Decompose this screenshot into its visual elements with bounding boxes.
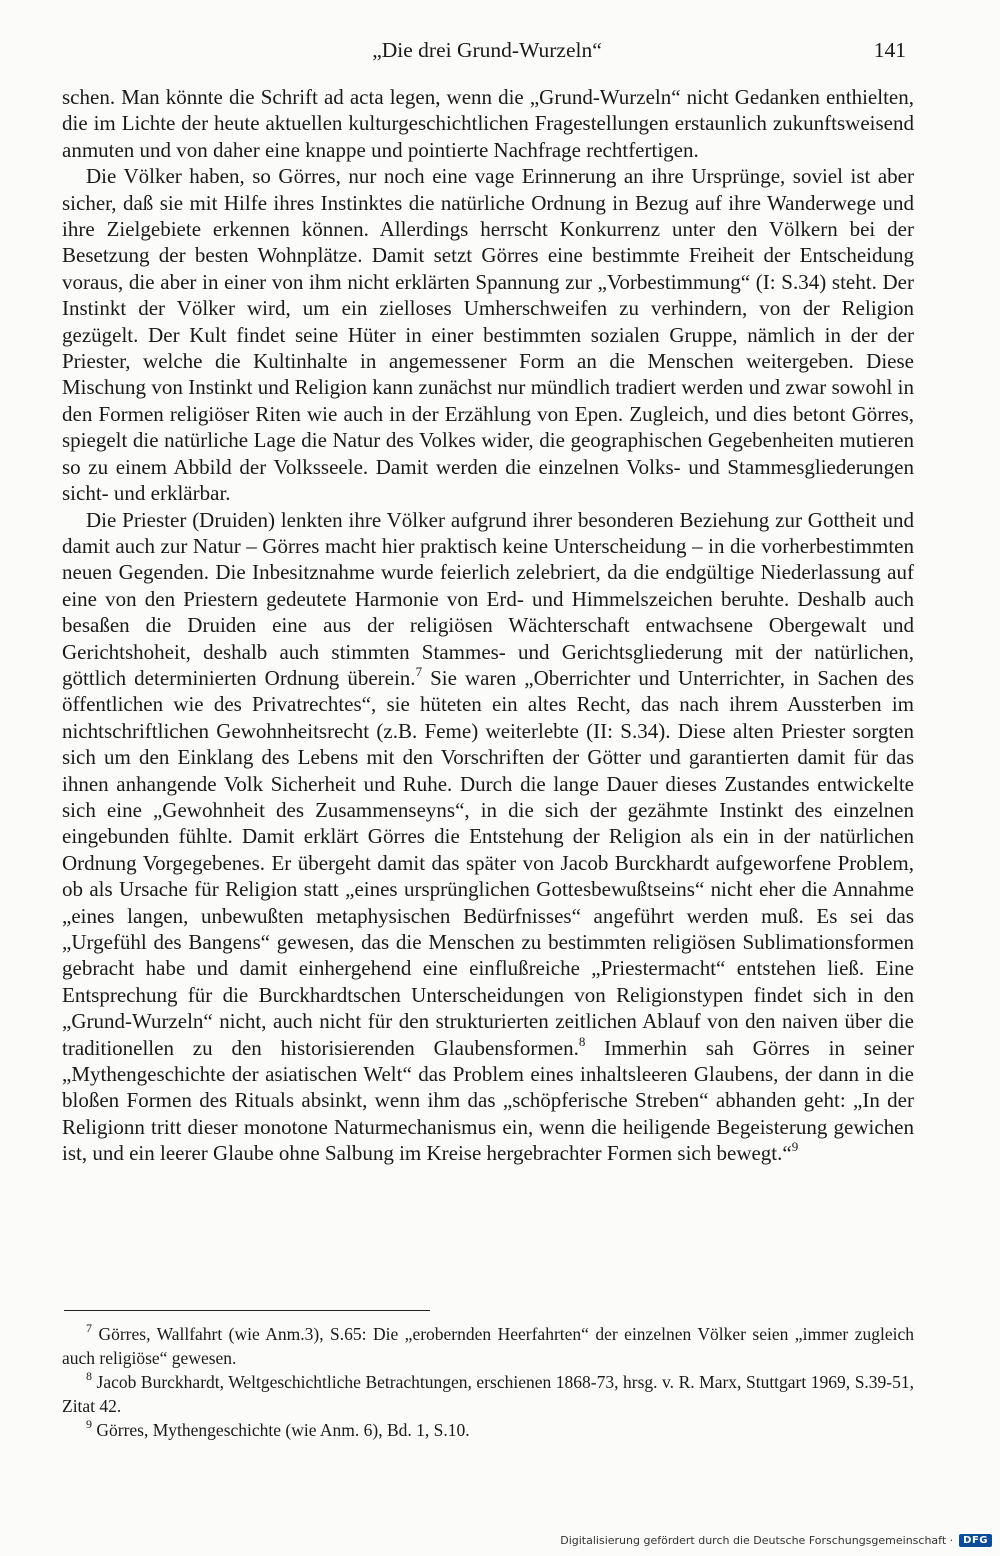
dfg-logo-icon: DFG [959,1534,992,1547]
footnote-7 [62,1322,914,1370]
footnote-text: Görres, Wallfahrt (wie Anm.3), S.65: Die „erobernden Heerfahrten“ der einzelnen Völker seien „immer zugleich auch religiöse“ gewesen. [62,1324,914,1368]
paragraph-3 [62,507,914,1167]
body-text [62,84,914,1167]
footnote-ref-9[interactable]: 9 [791,1139,799,1155]
footnote-8 [62,1370,914,1418]
paragraph-2: Die Völker haben, so Görres, nur noch eine vage Erinnerung an ihre Ursprünge, soviel ist aber sicher, daß sie mit Hilfe ihres Instinktes die natürliche Ordnung in Bezug auf ihre Wanderwege und ihre Zielgebiete erkennen können. Allerdings herrscht Konkurrenz unter den Völkern bei der Besetzung der besten Wohnplätze. Damit setzt Görres eine bestimmte Freiheit der Entscheidung voraus, die aber in einer von ihm nicht erklärten Spannung zur „Vorbestimmung“ (I: S.34) steht. Der Instinkt der Völker wird, um ein zielloses Umherschweifen zu verhindern, von der Religion gezügelt. Der Kult findet seine Hüter in einer bestimmten sozialen Gruppe, nämlich in der der Priester, welche die Kultinhalte in angemessener Form an die Menschen weitergeben. Diese Mischung von Instinkt und Religion kann zunächst nur mündlich tradiert werden und zwar sowohl in den Formen religiöser Riten wie auch in der Erzählung von Epen. Zugleich, und dies betont Görres, spiegelt die natürliche Lage die Natur des Volkes wider, die geographischen Gegebenheiten mutieren so zu einem Abbild der Volksseele. Damit werden die einzelnen Volks- und Stammesgliederungen sicht- und erklärbar. [62,164,914,506]
footnote-text: Görres, Mythengeschichte (wie Anm. 6), Bd. 1, S.10. [92,1420,470,1440]
footnote-divider [64,1310,430,1311]
footnote-ref-7[interactable]: 7 [415,663,423,679]
digitization-credit [560,1530,992,1550]
credit-text: Digitalisierung gefördert durch die Deutsche Forschungsgemeinschaft · [560,1533,954,1547]
page-header [62,38,912,68]
paragraph-3-part-a: Die Priester (Druiden) lenkten ihre Völker aufgrund ihrer besonderen Beziehung zur Gottheit und damit auch zur Natur – Görres macht hier praktisch keine Unterscheidung – in die vorherbestimmten neuen Gegenden. Die Inbesitznahme wurde feierlich zelebriert, da die endgültige Niederlassung auf eine von den Priestern gedeutete Harmonie von Erd- und Himmelszeichen beruhte. Deshalb auch besaßen die Druiden eine aus der religiösen Wächterschaft entwachsene Obergewalt und Gerichtshoheit, deshalb auch stimmten Stammes- und Gerichtsgliederung mit der natürlichen, göttlich determinierten Ordnung überein. [62,507,914,690]
footnotes [62,1322,914,1442]
footnote-mark: 9 [86,1417,92,1432]
paragraph-3-part-c: Immerhin sah Görres in seiner „Mythengeschichte der asiatischen Welt“ das Problem eines inhaltsleeren Glaubens, der dann in die bloßen Formen des Rituals absinkt, wenn ihm das „schöpferische Streben“ abhanden geht: „In der Religionn tritt dieser monotone Naturmechanismus ein, wenn die heiligende Begeisterung gewichen ist, und ein leerer Glaube ohne Salbung im Kreise hergebrachter Formen sich bewegt.“ [62,1035,914,1166]
footnote-9 [62,1418,914,1442]
footnote-ref-8[interactable]: 8 [578,1033,586,1049]
paragraph-3-part-b: Sie waren „Oberrichter und Unterrichter, in Sachen des öffentlichen wie des Privatrechtes“, sie hüteten ein altes Recht, das nach ihrem Aussterben im nichtschriftlichen Gewohnheitsrecht (z.B. Feme) weiterlebte (II: S.34). Diese alten Priester sorgten sich um den Einklang des Lebens mit den Vorschriften der Götter und garantierten damit für das ihnen anhangende Volk Sicherheit und Ruhe. Durch die lange Dauer dieses Zustandes entwickelte sich eine „Gewohnheit des Zusammenseyns“, in die sich der gezähmte Instinkt des einzelnen eingebunden fühlte. Damit erklärt Görres die Entstehung der Religion als ein in der natürlichen Ordnung Vorgegebenes. Er übergeht damit das später von Jacob Burckhardt aufgeworfene Problem, ob als Ursache für Religion statt „eines ursprünglichen Gottesbewußtseins“ nicht eher die Annahme „eines langen, unbewußten metaphysischen Bedürfnisses“ angeführt werden muß. Es sei das „Urgefühl des Bangens“ gewesen, das die Menschen zu bestimmten religiösen Sublimationsformen gebracht habe und damit einhergehend eine einflußreiche „Priestermacht“ entstehen ließ. Eine Entsprechung für die Burckhardtschen Unterscheidungen von Religionstypen findet sich in den „Grund-Wurzeln“ nicht, auch nicht für den strukturierten zeitlichen Ablauf von den naiven über die traditionellen zu den historisierenden Glaubensformen. [62,665,914,1060]
page-number: 141 [873,38,906,62]
paragraph-1: schen. Man könnte die Schrift ad acta legen, wenn die „Grund-Wurzeln“ nicht Gedanken enthielten, die im Lichte der heute aktuellen kulturgeschichtlichen Fragestellungen erstaunlich zukunftsweisend anmuten und von daher eine knappe und pointierte Nachfrage rechtfertigen. [62,85,914,162]
footnote-mark: 8 [86,1369,92,1384]
running-title: „Die drei Grund-Wurzeln“ [372,38,602,62]
footnote-text: Jacob Burckhardt, Weltgeschichtliche Betrachtungen, erschienen 1868-73, hrsg. v. R. Marx, Stuttgart 1969, S.39-51, Zitat 42. [62,1372,914,1416]
footnote-mark: 7 [86,1321,92,1336]
